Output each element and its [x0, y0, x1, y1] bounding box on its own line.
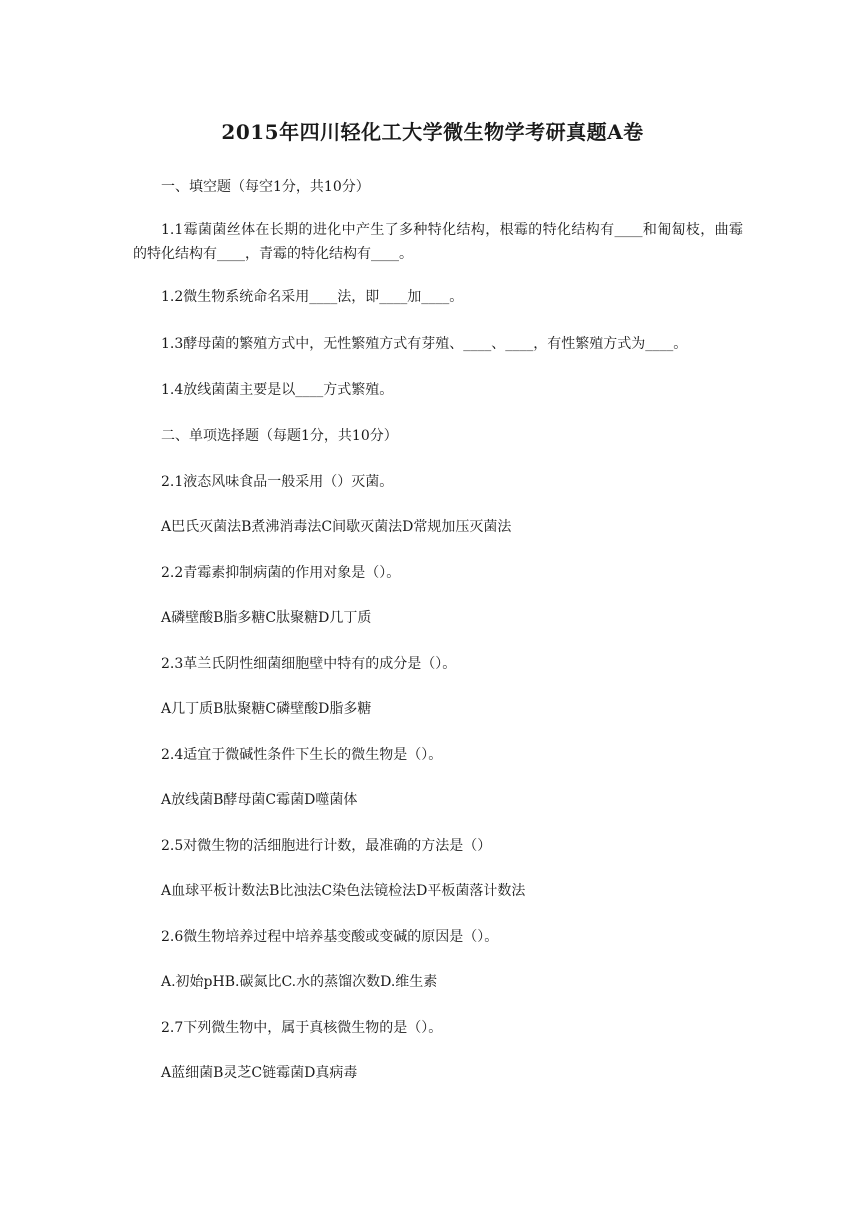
question-2-7-options: A蓝细菌B灵芝C链霉菌D真病毒 [161, 1065, 358, 1081]
question-1-4: 1.4放线菌菌主要是以____方式繁殖。 [161, 382, 394, 398]
question-2-6: 2.6微生物培养过程中培养基变酸或变碱的原因是（）。 [161, 929, 499, 945]
question-2-3-options: A几丁质B肽聚糖C磷壁酸D脂多糖 [161, 701, 372, 717]
question-2-5: 2.5对微生物的活细胞进行计数，最准确的方法是（） [161, 838, 492, 854]
question-2-3: 2.3革兰氏阴性细菌细胞壁中特有的成分是（）。 [161, 656, 457, 672]
question-2-4-options: A放线菌B酵母菌C霉菌D噬菌体 [161, 792, 358, 808]
question-2-2-options: A磷壁酸B脂多糖C肽聚糖D几丁质 [161, 610, 372, 626]
question-2-1: 2.1液态风味食品一般采用（）灭菌。 [161, 474, 394, 490]
question-1-2: 1.2微生物系统命名采用____法，即____加____。 [161, 289, 464, 305]
question-1-3: 1.3酵母菌的繁殖方式中，无性繁殖方式有芽殖、____、____，有性繁殖方式为____。 [161, 336, 688, 352]
question-1-1: 1.1霉菌菌丝体在长期的进化中产生了多种特化结构，根霉的特化结构有____和匍匐枝，曲霉的特化结构有____，青霉的特化结构有____。 [133, 222, 743, 262]
question-2-7: 2.7下列微生物中，属于真核微生物的是（）。 [161, 1020, 443, 1036]
section-heading-multiple-choice: 二、单项选择题（每题1分，共10分） [161, 428, 398, 444]
question-2-4: 2.4适宜于微碱性条件下生长的微生物是（）。 [161, 747, 443, 763]
question-2-2: 2.2青霉素抑制病菌的作用对象是（）。 [161, 565, 401, 581]
document-title: 2015年四川轻化工大学微生物学考研真题A卷 [221, 120, 644, 144]
question-2-1-options: A巴氏灭菌法B煮沸消毒法C间歇灭菌法D常规加压灭菌法 [161, 519, 512, 535]
section-heading-fill-in: 一、填空题（每空1分，共10分） [161, 179, 370, 195]
question-2-6-options: A.初始pHB.碳氮比C.水的蒸馏次数D.维生素 [161, 974, 438, 990]
question-2-5-options: A血球平板计数法B比浊法C染色法镜检法D平板菌落计数法 [161, 883, 526, 899]
